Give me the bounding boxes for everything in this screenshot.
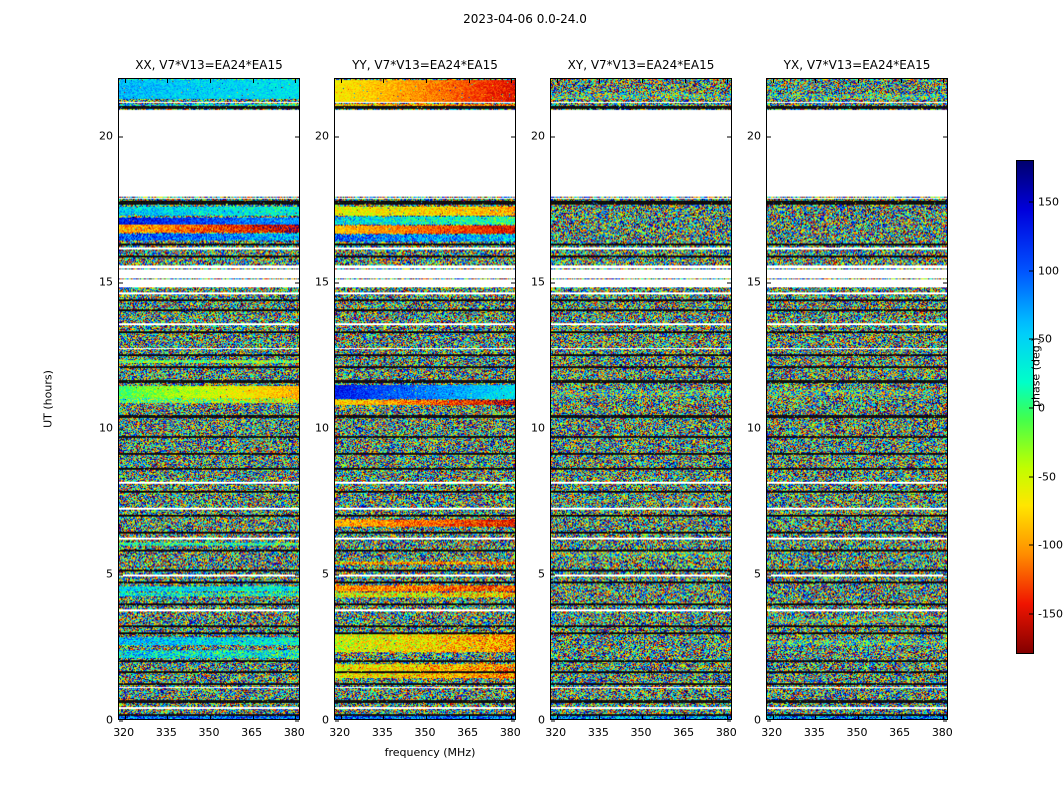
colorbar-tick-label: 0 (1038, 401, 1045, 415)
y-tick-mark (295, 283, 299, 284)
y-tick-label: 10 (747, 421, 761, 435)
x-tick-mark (858, 715, 859, 719)
panel-xx (99, 58, 305, 739)
x-tick-label: 350 (630, 726, 652, 739)
heatmap-xx (118, 78, 300, 720)
y-tick-mark (511, 283, 515, 284)
x-tick-mark (426, 79, 427, 83)
heatmap-xy (550, 78, 732, 720)
x-tick-mark (511, 79, 512, 83)
x-tick-label: 380 (931, 726, 953, 739)
x-tick-mark (557, 715, 558, 719)
y-tick-mark (119, 429, 123, 430)
figure-suptitle: 2023-04-06 0.0-24.0 (463, 12, 587, 26)
x-tick-label: 365 (241, 726, 263, 739)
colorbar-tick-label: 50 (1038, 332, 1052, 346)
panel-title-xy: XY, V7*V13=EA24*EA15 (567, 58, 715, 72)
y-tick-mark (511, 429, 515, 430)
y-tick-mark (943, 137, 947, 138)
x-tick-label: 335 (155, 726, 177, 739)
x-tick-label: 380 (715, 726, 737, 739)
x-tick-label: 335 (803, 726, 825, 739)
x-tick-mark (642, 79, 643, 83)
y-tick-mark (335, 283, 339, 284)
x-tick-mark (773, 79, 774, 83)
y-tick-label: 0 (106, 713, 113, 727)
y-tick-mark (727, 283, 731, 284)
y-tick-label: 20 (315, 129, 329, 143)
x-tick-mark (815, 79, 816, 83)
x-tick-label: 380 (283, 726, 305, 739)
x-tick-mark (253, 79, 254, 83)
x-tick-mark (642, 715, 643, 719)
y-tick-mark (767, 137, 771, 138)
x-tick-mark (511, 715, 512, 719)
x-tick-mark (858, 79, 859, 83)
x-tick-mark (727, 715, 728, 719)
colorbar-tick-label: 150 (1038, 195, 1059, 209)
x-tick-label: 380 (499, 726, 521, 739)
y-tick-mark (727, 575, 731, 576)
y-tick-mark (551, 137, 555, 138)
x-tick-mark (773, 715, 774, 719)
y-tick-label: 20 (531, 129, 545, 143)
y-tick-mark (727, 137, 731, 138)
y-tick-mark (551, 429, 555, 430)
x-tick-label: 335 (587, 726, 609, 739)
x-tick-mark (599, 79, 600, 83)
colorbar-tick-mark (1029, 408, 1033, 409)
heatmap-canvas-yy (335, 79, 515, 719)
y-tick-label: 0 (754, 713, 761, 727)
heatmap-canvas-xy (551, 79, 731, 719)
x-tick-mark (685, 79, 686, 83)
y-tick-mark (335, 137, 339, 138)
heatmap-canvas-xx (119, 79, 299, 719)
x-tick-mark (125, 715, 126, 719)
heatmap-canvas-yx (767, 79, 947, 719)
colorbar-tick-label: -100 (1038, 538, 1063, 552)
y-tick-label: 15 (747, 275, 761, 289)
x-tick-mark (469, 715, 470, 719)
colorbar-tick-mark (1029, 270, 1033, 271)
panel-xy (531, 58, 737, 739)
panel-title-xx: XX, V7*V13=EA24*EA15 (135, 58, 283, 72)
y-tick-label: 5 (322, 567, 329, 581)
y-tick-mark (767, 429, 771, 430)
y-tick-label: 5 (106, 567, 113, 581)
colorbar-tick-mark (1029, 476, 1033, 477)
y-tick-label: 20 (99, 129, 113, 143)
colorbar-tick-mark (1029, 545, 1033, 546)
y-tick-mark (295, 575, 299, 576)
y-tick-mark (727, 429, 731, 430)
y-tick-mark (943, 429, 947, 430)
x-tick-label: 365 (457, 726, 479, 739)
y-tick-label: 20 (747, 129, 761, 143)
y-tick-mark (119, 575, 123, 576)
panel-yy (315, 58, 521, 739)
y-tick-mark (551, 283, 555, 284)
x-tick-mark (426, 715, 427, 719)
y-tick-mark (295, 429, 299, 430)
y-tick-mark (335, 575, 339, 576)
y-tick-mark (767, 283, 771, 284)
y-tick-label: 10 (315, 421, 329, 435)
x-tick-mark (943, 79, 944, 83)
y-tick-label: 15 (99, 275, 113, 289)
x-tick-mark (295, 715, 296, 719)
x-tick-label: 320 (761, 726, 783, 739)
x-tick-mark (469, 79, 470, 83)
x-tick-mark (167, 79, 168, 83)
x-tick-label: 365 (673, 726, 695, 739)
y-tick-mark (767, 575, 771, 576)
x-tick-mark (901, 79, 902, 83)
y-tick-mark (119, 283, 123, 284)
x-tick-mark (253, 715, 254, 719)
colorbar-tick-label: 100 (1038, 264, 1059, 278)
x-axis-label: frequency (MHz) (384, 746, 476, 759)
y-tick-label: 5 (538, 567, 545, 581)
colorbar-label: phase (deg.) (1029, 337, 1043, 407)
x-tick-label: 350 (846, 726, 868, 739)
y-tick-mark (511, 575, 515, 576)
x-tick-label: 365 (889, 726, 911, 739)
y-tick-label: 15 (315, 275, 329, 289)
x-tick-label: 335 (371, 726, 393, 739)
x-tick-mark (599, 715, 600, 719)
x-tick-mark (943, 715, 944, 719)
x-tick-mark (383, 79, 384, 83)
x-tick-mark (167, 715, 168, 719)
y-tick-label: 0 (322, 713, 329, 727)
y-tick-label: 10 (531, 421, 545, 435)
x-tick-mark (210, 715, 211, 719)
panel-title-yx: YX, V7*V13=EA24*EA15 (783, 58, 931, 72)
x-tick-mark (383, 715, 384, 719)
y-tick-mark (943, 283, 947, 284)
y-tick-mark (511, 137, 515, 138)
x-tick-label: 350 (414, 726, 436, 739)
y-tick-mark (335, 429, 339, 430)
colorbar-tick-mark (1029, 202, 1033, 203)
x-tick-mark (901, 715, 902, 719)
y-tick-label: 10 (99, 421, 113, 435)
colorbar-tick-mark (1029, 613, 1033, 614)
y-tick-mark (119, 137, 123, 138)
y-tick-label: 5 (754, 567, 761, 581)
panel-title-yy: YY, V7*V13=EA24*EA15 (352, 58, 498, 72)
x-tick-mark (815, 715, 816, 719)
y-tick-mark (551, 575, 555, 576)
x-tick-mark (685, 715, 686, 719)
heatmap-yx (766, 78, 948, 720)
panel-yx (747, 58, 953, 739)
x-tick-mark (341, 79, 342, 83)
y-tick-label: 0 (538, 713, 545, 727)
y-tick-label: 15 (531, 275, 545, 289)
y-axis-label: UT (hours) (41, 370, 55, 428)
x-tick-mark (557, 79, 558, 83)
x-tick-label: 320 (545, 726, 567, 739)
colorbar-tick-label: -150 (1038, 607, 1063, 621)
colorbar-tick-label: -50 (1038, 470, 1056, 484)
y-tick-mark (295, 137, 299, 138)
x-tick-label: 320 (113, 726, 135, 739)
x-tick-mark (210, 79, 211, 83)
x-tick-mark (295, 79, 296, 83)
y-tick-mark (943, 575, 947, 576)
x-tick-mark (125, 79, 126, 83)
x-tick-label: 350 (198, 726, 220, 739)
x-tick-label: 320 (329, 726, 351, 739)
x-tick-mark (727, 79, 728, 83)
x-tick-mark (341, 715, 342, 719)
heatmap-yy (334, 78, 516, 720)
